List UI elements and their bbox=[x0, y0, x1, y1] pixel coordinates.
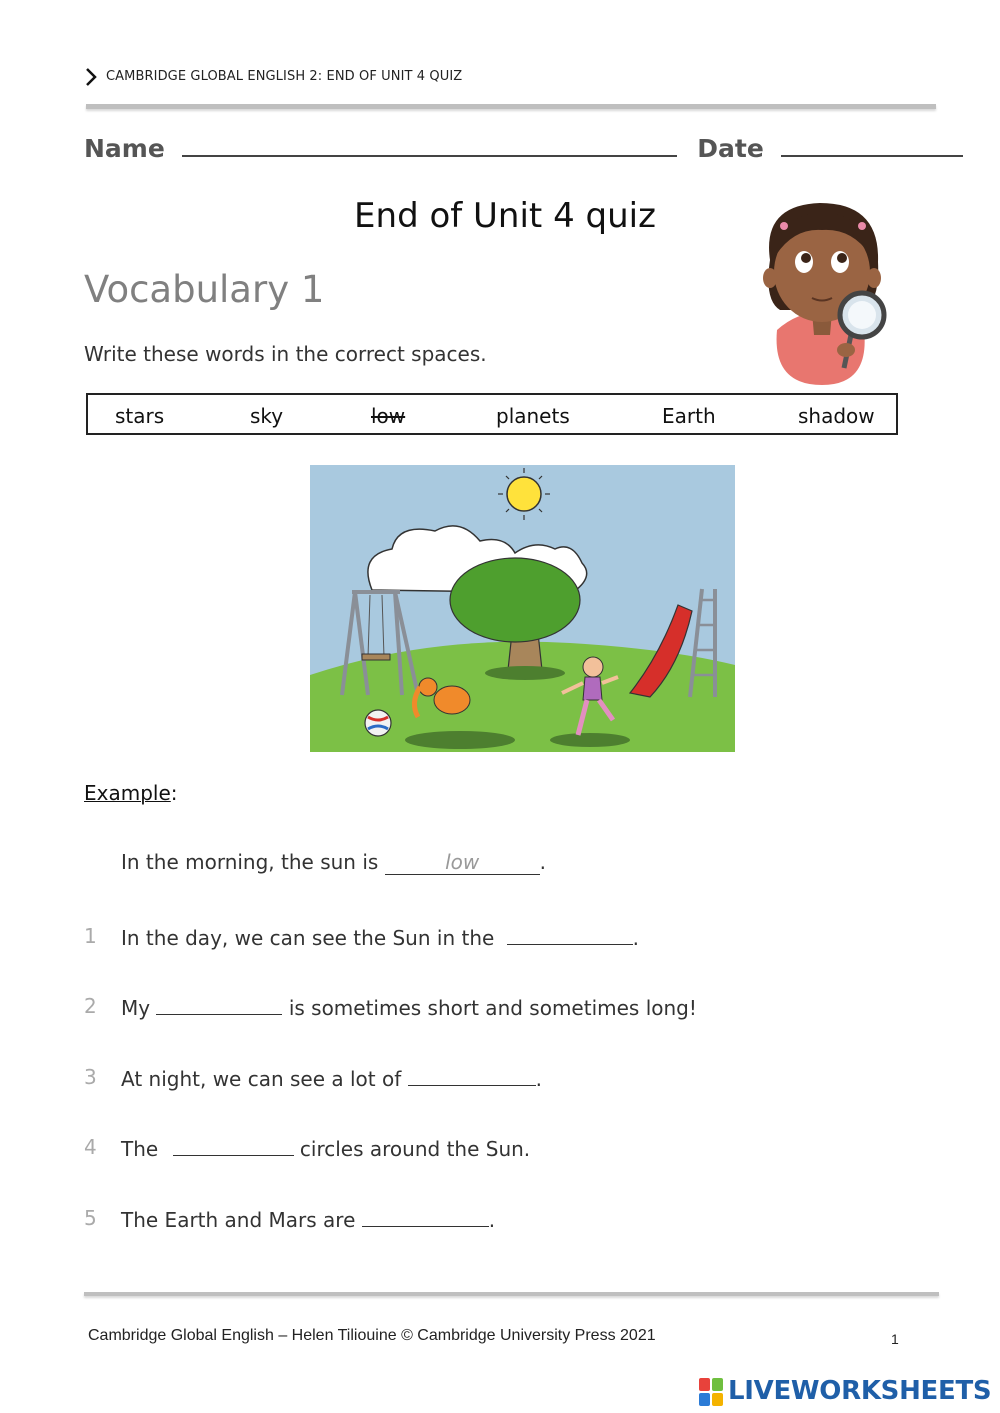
name-date-row bbox=[84, 134, 963, 163]
date-field[interactable] bbox=[781, 135, 963, 157]
playground-scene-illustration bbox=[310, 465, 735, 752]
word-bank-item: sky bbox=[250, 404, 284, 428]
question-4: The circles around the Sun. bbox=[121, 1137, 531, 1161]
instruction-text: Write these words in the correct spaces. bbox=[84, 342, 487, 366]
answer-blank-1[interactable] bbox=[507, 924, 633, 945]
name-field[interactable] bbox=[182, 135, 677, 157]
example-answer: low bbox=[385, 850, 540, 875]
breadcrumb: CAMBRIDGE GLOBAL ENGLISH 2: END OF UNIT 4 QUIZ bbox=[106, 69, 463, 84]
word-bank-item: Earth bbox=[662, 404, 716, 428]
girl-with-magnifier-illustration bbox=[752, 200, 892, 385]
word-bank-item-used: low bbox=[371, 404, 406, 428]
question-number: 1 bbox=[84, 924, 97, 948]
word-bank-item: stars bbox=[115, 404, 165, 428]
question-5: The Earth and Mars are . bbox=[121, 1208, 496, 1232]
name-label: Name bbox=[84, 134, 165, 163]
liveworksheets-logo-icon bbox=[698, 1377, 724, 1407]
footer-credit: Cambridge Global English – Helen Tiliouine © Cambridge University Press 2021 bbox=[88, 1327, 656, 1344]
header-divider bbox=[86, 104, 936, 109]
answer-blank-5[interactable] bbox=[362, 1206, 489, 1227]
page-number: 1 bbox=[891, 1331, 899, 1347]
question-number: 5 bbox=[84, 1206, 97, 1230]
question-number: 3 bbox=[84, 1065, 97, 1089]
footer-divider bbox=[84, 1292, 939, 1296]
question-2: My is sometimes short and sometimes long! bbox=[121, 996, 697, 1020]
question-3: At night, we can see a lot of . bbox=[121, 1067, 542, 1091]
answer-blank-4[interactable] bbox=[173, 1135, 294, 1156]
answer-blank-3[interactable] bbox=[408, 1065, 536, 1086]
answer-blank-2[interactable] bbox=[156, 994, 282, 1015]
page-title: End of Unit 4 quiz bbox=[354, 196, 656, 236]
section-heading: Vocabulary 1 bbox=[84, 268, 325, 311]
question-number: 4 bbox=[84, 1135, 97, 1159]
question-number: 2 bbox=[84, 994, 97, 1018]
example-sentence: In the morning, the sun is low . bbox=[121, 850, 547, 874]
date-label: Date bbox=[697, 134, 764, 163]
example-label: Example: bbox=[84, 781, 178, 805]
question-1: In the day, we can see the Sun in the . bbox=[121, 926, 640, 950]
liveworksheets-logo bbox=[698, 1376, 994, 1408]
word-bank bbox=[86, 393, 898, 435]
word-bank-item: shadow bbox=[798, 404, 875, 428]
word-bank-item: planets bbox=[496, 404, 570, 428]
liveworksheets-logo-text: LIVEWORKSHEETS bbox=[728, 1376, 992, 1406]
chevron-right-icon bbox=[84, 66, 98, 88]
